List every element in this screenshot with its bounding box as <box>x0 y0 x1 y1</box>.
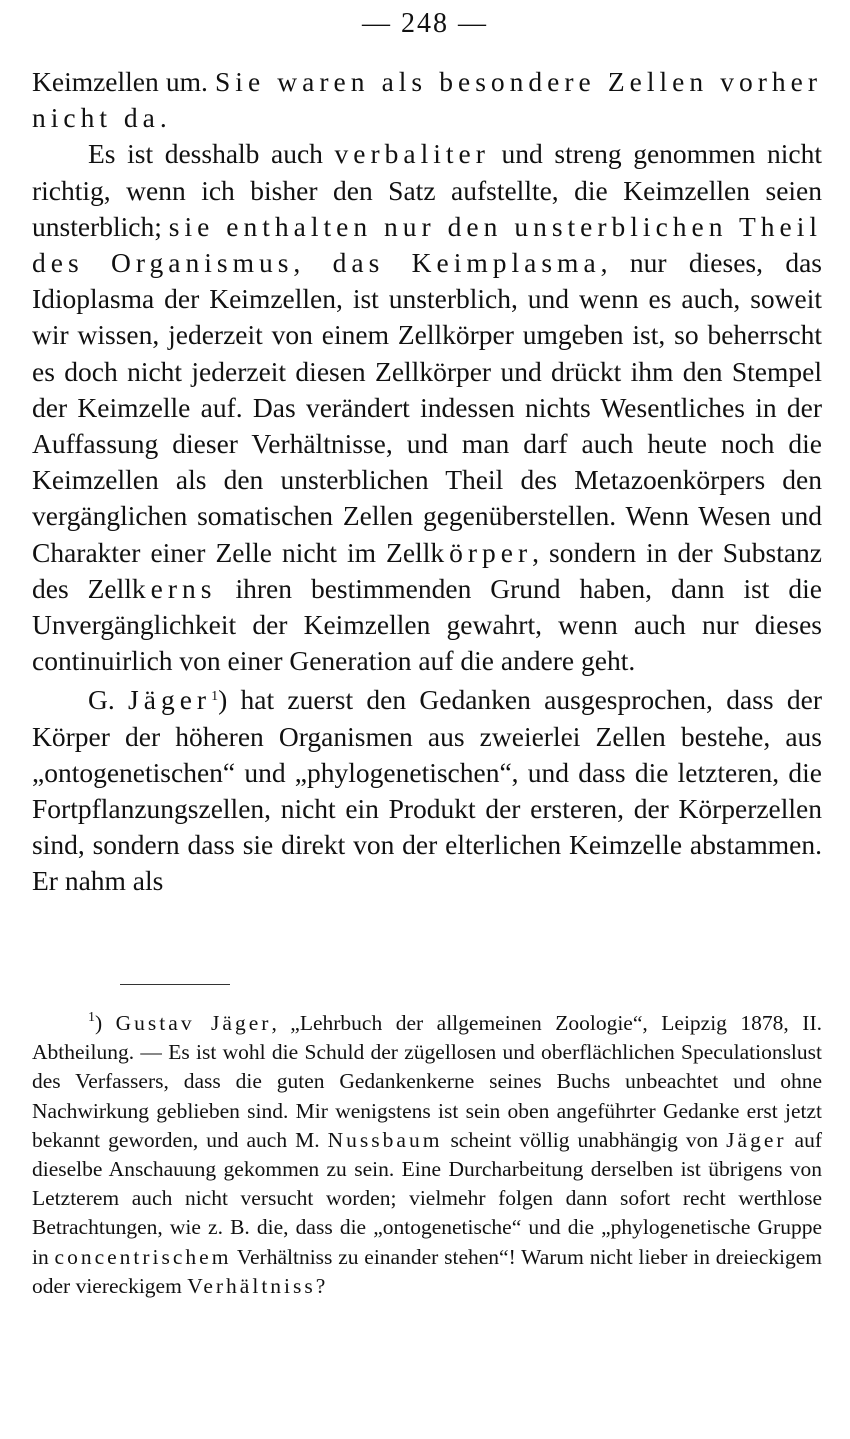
footnote-text <box>32 1003 822 1301</box>
text-run: und streng genommen nicht richtig, wenn ich bisher den Satz aufstellte, die Keimzellen seien unsterblich; <box>32 138 822 242</box>
spaced-emphasis: körper <box>430 536 533 568</box>
paragraph-2 <box>32 136 822 679</box>
text-run: , nur dieses, das Idioplasma der Keimzellen, ist unsterblich, und wenn es auch, soweit wir wissen, jederzeit von einem Zellkörper umgeben ist, so beherrscht es doch nicht jederzeit diesen Zellkörper und drückt ihm den Stempel der Keimzelle auf. Das verändert indessen nichts Wesentliches in der Auffassung dieser Verhältnisse, und man darf auch heute noch die Keimzellen als den unsterblichen Theil des Metazoenkörpers den vergänglichen somatischen Zellen gegenüberstellen. Wenn Wesen und Charakter einer Zelle nicht im Zell <box>32 247 822 568</box>
footnote-marker: 1 <box>88 1010 95 1025</box>
spaced-emphasis: Jäger <box>128 684 212 716</box>
spaced-emphasis: Verhältniss <box>187 1273 316 1298</box>
page-number: — 248 — <box>362 8 488 39</box>
paragraph-3 <box>32 679 822 899</box>
spaced-emphasis: Nussbaum <box>327 1127 443 1152</box>
spaced-emphasis: concentrischem <box>54 1244 232 1269</box>
footnote-reference: 1 <box>211 689 219 705</box>
text-run: auf dieselbe Anschauung gekommen zu sein. Eine Durcharbeitung derselben ist übrigens von Letzterem auch nicht versucht worden; vielmehr folgen dann sofort recht werthlose Betrachtungen, wie z. B. die, dass die „ontogenetische“ und die „phylogenetische Gruppe in <box>32 1127 823 1269</box>
text-run: Keimzellen um. <box>32 66 216 97</box>
spaced-emphasis: Gustav Jäger <box>115 1011 272 1035</box>
text-run: Es ist desshalb auch <box>88 138 335 170</box>
text-run: Verhältniss zu einander stehen“! Warum nicht lieber in dreieckigem oder viereckigem <box>32 1244 822 1298</box>
text-run: ? <box>315 1273 326 1298</box>
text-run: ) <box>95 1011 116 1035</box>
spaced-emphasis: Jäger <box>726 1127 787 1152</box>
text-run: G. <box>88 684 129 716</box>
text-run: , sondern in der Substanz des Zell <box>32 536 822 604</box>
paragraph-1 <box>32 64 822 136</box>
text-run: ihren bestimmenden Grund haben, dann ist die Unvergänglichkeit der Keimzellen gewahrt, wenn auch nur dieses continuirlich von einer Generation auf die andere geht. <box>32 572 822 677</box>
text-run: scheint völlig unabhängig von <box>442 1127 727 1152</box>
footnote <box>32 1003 822 1301</box>
footnote-divider <box>120 984 230 985</box>
spaced-emphasis: sie enthalten nur den unsterblichen Theil des Organismus, das Keimplasma <box>32 210 822 279</box>
spaced-emphasis: Sie waren als besondere Zellen vorher nicht da. <box>32 66 822 134</box>
text-run: , „Lehrbuch der allgemeinen Zoologie“, Leipzig 1878, II. Abtheilung. — Es ist wohl die Schuld der zügellosen und oberflächlichen Speculationslust des Verfassers, dass die guten Gedankenkerne seines Buchs unbeachtet und ohne Nachwirkung geblieben sind. Mir wenigstens ist sein oben angeführter Gedanke erst jetzt bekannt geworden, und auch M. <box>32 1011 822 1152</box>
spaced-emphasis: kerns <box>131 572 217 604</box>
spaced-emphasis: verbaliter <box>334 138 490 170</box>
text-run: ) hat zuerst den Gedanken ausgesprochen, dass der Körper der höheren Organismen aus zweierlei Zellen bestehe, aus „ontogenetischen“ und „phylogenetischen“, und dass die letzteren, die Fortpflanzungszellen, nicht ein Produkt der ersteren, der Körperzellen sind, sondern dass sie direkt von der elterlichen Keimzelle abstammen. Er nahm als <box>32 684 822 897</box>
main-text <box>32 64 822 900</box>
